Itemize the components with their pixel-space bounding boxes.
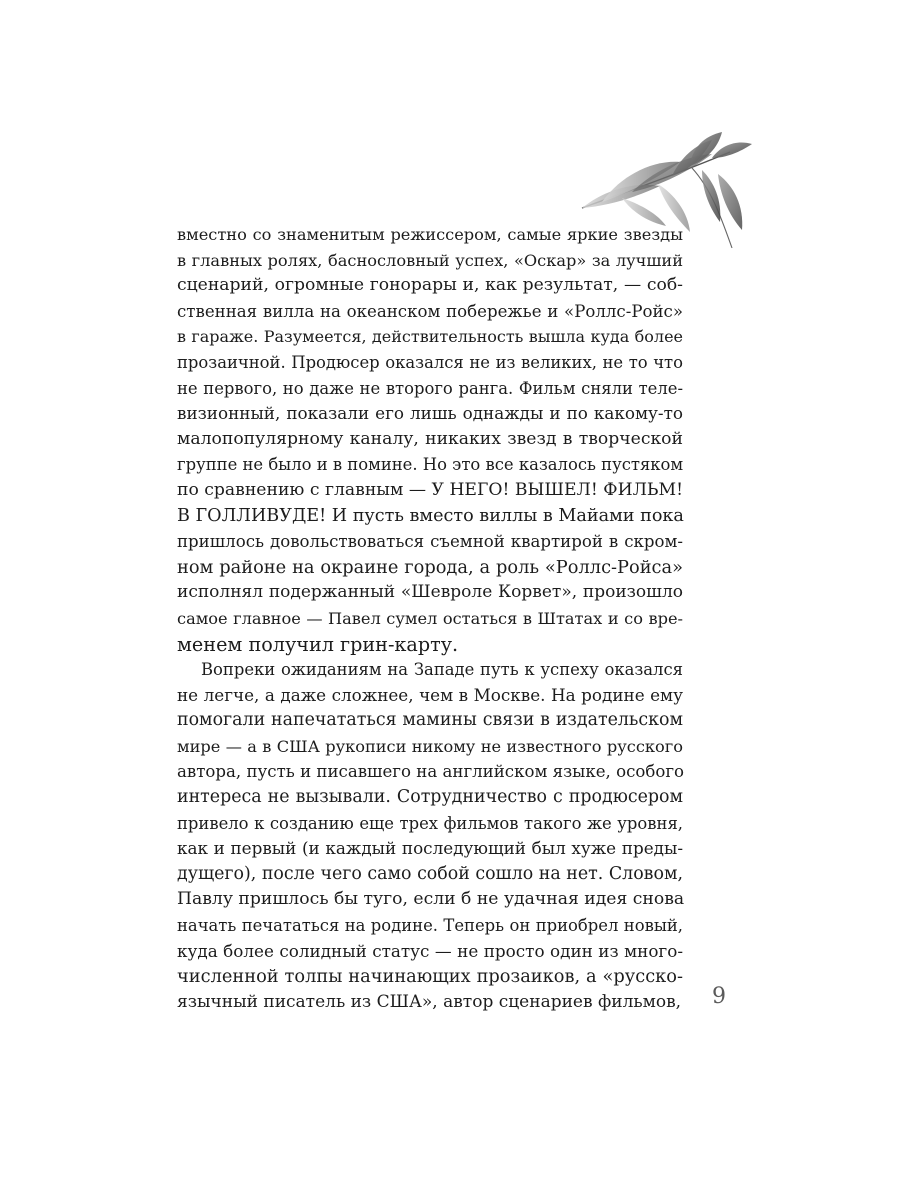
- text-line: дущего), после чего само собой сошло на нет. Словом,: [177, 863, 683, 884]
- text-line: не легче, а даже сложнее, чем в Москве. На родине ему: [177, 684, 683, 705]
- text-line: прозаичной. Продюсер оказался не из великих, не то что: [177, 352, 683, 372]
- text-line: численной толпы начинающих прозаиков, а «русско-: [177, 966, 683, 988]
- page-number: 9: [712, 984, 726, 1009]
- text-line: не первого, но даже не второго ранга. Фильм сняли теле-: [177, 378, 683, 398]
- paragraph: [177, 657, 683, 1015]
- text-line: как и первый (и каждый последующий был хуже преды-: [177, 838, 683, 859]
- text-line: ственная вилла на океанском побережье и «Роллс-Ройс»: [177, 301, 683, 321]
- text-line: мире — а в США рукописи никому не известного русского: [177, 736, 683, 756]
- text-line: исполнял подержанный «Шевроле Корвет», произошло: [177, 582, 683, 603]
- text-line: по сравнению с главным — У НЕГО! ВЫШЕЛ! ФИЛЬМ!: [177, 479, 683, 500]
- text-line: привело к созданию еще трех фильмов такого же уровня,: [177, 813, 683, 833]
- text-line: помогали напечататься мамины связи в издательском: [177, 710, 683, 731]
- text-line: Вопреки ожиданиям на Западе путь к успеху оказался: [201, 660, 683, 680]
- text-line: интереса не вызывали. Сотрудничество с продюсером: [177, 787, 683, 808]
- text-line: ном районе на окраине города, а роль «Роллс-Ройса»: [177, 556, 683, 578]
- text-line: группе не было и в помине. Но это все казалось пустяком: [177, 455, 684, 475]
- text-line: в главных ролях, баснословный успех, «Оскар» за лучший: [177, 250, 683, 270]
- text-line: вместно со знаменитым режиссером, самые яркие звезды: [177, 225, 683, 244]
- text-line: В ГОЛЛИВУДЕ! И пусть вместо виллы в Майами пока: [177, 505, 684, 526]
- text-line: куда более солидный статус — не просто один из много-: [177, 940, 683, 961]
- text-line: менем получил грин-карту.: [177, 632, 459, 656]
- text-line: Павлу пришлось бы туго, если б не удачная идея снова: [177, 889, 685, 910]
- text-line: автора, пусть и писавшего на английском языке, особого: [177, 762, 685, 782]
- text-line: самое главное — Павел сумел остаться в Штатах и со вре-: [177, 608, 683, 628]
- body-text: [177, 222, 683, 1015]
- text-line: малопопулярному каналу, никаких звезд в творческой: [177, 428, 683, 449]
- text-line: язычный писатель из США», автор сценариев фильмов,: [177, 991, 682, 1012]
- text-line: в гараже. Разумеется, действительность вышла куда более: [177, 327, 683, 347]
- paragraph: [177, 222, 683, 657]
- text-line: начать печататься на родине. Теперь он приобрел новый,: [177, 916, 683, 936]
- text-line: пришлось довольствоваться съемной квартирой в скром-: [177, 532, 683, 552]
- text-line: визионный, показали его лишь однажды и по какому-то: [177, 403, 683, 424]
- text-line: сценарий, огромные гонорары и, как результат, — соб-: [177, 275, 683, 296]
